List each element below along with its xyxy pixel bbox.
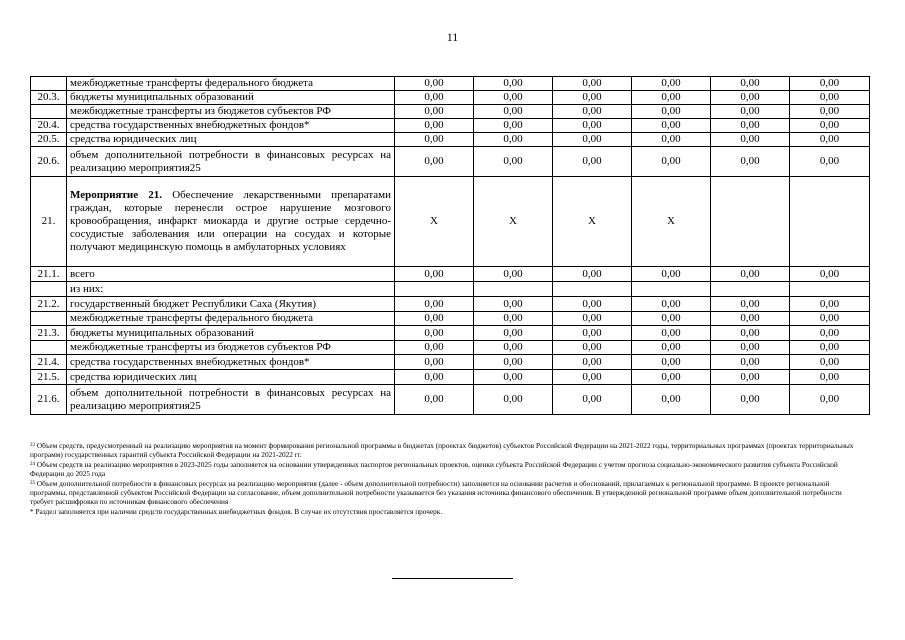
value-cell: 0,00 — [790, 326, 870, 341]
value-cell: 0,00 — [632, 312, 711, 326]
value-cell: 0,00 — [395, 147, 474, 177]
value-cell: 0,00 — [474, 355, 553, 370]
value-cell: 0,00 — [395, 297, 474, 312]
value-cell: 0,00 — [790, 147, 870, 177]
row-number — [31, 341, 67, 355]
row-label: объем дополнительной потребности в финансовых ресурсах на реализацию мероприятия25 — [67, 147, 395, 177]
x-mark-cell: Х — [553, 177, 632, 267]
value-cell: 0,00 — [711, 133, 790, 147]
footnote-mark: * — [30, 506, 34, 516]
value-cell: 0,00 — [474, 91, 553, 105]
value-cell: 0,00 — [790, 312, 870, 326]
value-cell: 0,00 — [790, 105, 870, 119]
value-cell: 0,00 — [553, 355, 632, 370]
value-cell: 0,00 — [395, 77, 474, 91]
row-label: бюджеты муниципальных образований — [67, 326, 395, 341]
value-cell: 0,00 — [711, 297, 790, 312]
table-row — [31, 282, 870, 297]
value-cell: 0,00 — [474, 385, 553, 415]
row-number: 21. — [31, 177, 67, 267]
table-row — [31, 119, 870, 133]
footnote — [30, 507, 860, 516]
value-cell: 0,00 — [711, 385, 790, 415]
row-number: 21.1. — [31, 267, 67, 282]
value-cell: 0,00 — [790, 355, 870, 370]
row-number — [31, 312, 67, 326]
table-row — [31, 312, 870, 326]
value-cell: 0,00 — [790, 133, 870, 147]
footnotes — [30, 441, 860, 516]
value-cell: 0,00 — [553, 119, 632, 133]
value-cell: 0,00 — [474, 147, 553, 177]
footnote-text: Объем средств, предусмотренный на реализацию мероприятия на момент формирования региональной программы в бюджетах (проектах бюджетов) субъектов Российской Федерации на 2021-2022 годы, территориальных программах (проектах территориальных программ) государственных гарантий субъекта Российской Федерации на 2021-2022 гг. — [30, 441, 854, 460]
table-row — [31, 177, 870, 267]
value-cell: 0,00 — [474, 119, 553, 133]
row-label: объем дополнительной потребности в финансовых ресурсах на реализацию мероприятия25 — [67, 385, 395, 415]
empty-cell — [790, 282, 870, 297]
row-number: 21.3. — [31, 326, 67, 341]
value-cell: 0,00 — [395, 267, 474, 282]
value-cell: 0,00 — [553, 312, 632, 326]
x-mark-cell: Х — [632, 177, 711, 267]
table-row — [31, 105, 870, 119]
row-label: средства государственных внебюджетных фондов* — [67, 355, 395, 370]
row-label: средства юридических лиц — [67, 133, 395, 147]
value-cell: 0,00 — [632, 326, 711, 341]
value-cell: 0,00 — [790, 297, 870, 312]
table-row — [31, 267, 870, 282]
value-cell: 0,00 — [790, 341, 870, 355]
footnote-mark: 25 — [30, 480, 35, 486]
footnote-text: Раздел заполняется при наличии средств государственных внебюджетных фондов. В случае их отсутствия проставляется прочерк. — [35, 506, 443, 516]
empty-cell — [474, 282, 553, 297]
footnote-mark: 24 — [30, 461, 35, 467]
value-cell: 0,00 — [790, 119, 870, 133]
table-row — [31, 355, 870, 370]
value-cell: 0,00 — [553, 91, 632, 105]
value-cell: 0,00 — [395, 370, 474, 385]
footnote-text: Объем средств на реализацию мероприятия в 2023-2025 годы заполняется на основании утвержденных паспортов региональных проектов, оценки субъекта Российской Федерации с учетом прогноза социально-экономического развития субъекта Российской Федерации до 2025 года — [30, 459, 838, 479]
value-cell: 0,00 — [474, 297, 553, 312]
table-row — [31, 341, 870, 355]
measure-text: Обеспечение лекарственными препаратами граждан, которые перенесли острое нарушение мозгового кровообращения, инфаркт миокарда и другие острые сердечно-сосудистые заболевания или операции на сосудах и которые получают медицинскую помощь в амбулаторных условиях — [70, 189, 391, 253]
value-cell: 0,00 — [474, 312, 553, 326]
value-cell: 0,00 — [553, 105, 632, 119]
page-number: 11 — [446, 30, 459, 44]
value-cell: 0,00 — [632, 119, 711, 133]
value-cell: 0,00 — [395, 385, 474, 415]
measure-description — [67, 177, 395, 267]
value-cell: 0,00 — [632, 370, 711, 385]
value-cell: 0,00 — [711, 91, 790, 105]
value-cell: 0,00 — [790, 91, 870, 105]
value-cell: 0,00 — [395, 91, 474, 105]
empty-cell — [790, 177, 870, 267]
value-cell: 0,00 — [474, 326, 553, 341]
measure-title: Мероприятие 21. — [70, 189, 163, 201]
value-cell: 0,00 — [711, 77, 790, 91]
footnote — [30, 460, 860, 479]
empty-cell — [395, 282, 474, 297]
value-cell: 0,00 — [632, 91, 711, 105]
row-number: 20.4. — [31, 119, 67, 133]
value-cell: 0,00 — [632, 385, 711, 415]
value-cell: 0,00 — [632, 77, 711, 91]
table-row — [31, 385, 870, 415]
value-cell: 0,00 — [711, 147, 790, 177]
value-cell: 0,00 — [553, 326, 632, 341]
divider — [392, 578, 513, 579]
table-row — [31, 133, 870, 147]
value-cell: 0,00 — [553, 385, 632, 415]
value-cell: 0,00 — [474, 77, 553, 91]
footnote — [30, 479, 860, 507]
row-number — [31, 282, 67, 297]
value-cell: 0,00 — [553, 147, 632, 177]
row-number: 20.5. — [31, 133, 67, 147]
row-number — [31, 77, 67, 91]
value-cell: 0,00 — [553, 267, 632, 282]
value-cell: 0,00 — [553, 297, 632, 312]
value-cell: 0,00 — [395, 312, 474, 326]
value-cell: 0,00 — [632, 133, 711, 147]
x-mark-cell: Х — [395, 177, 474, 267]
value-cell: 0,00 — [790, 370, 870, 385]
value-cell: 0,00 — [790, 267, 870, 282]
row-label: средства государственных внебюджетных фондов* — [67, 119, 395, 133]
value-cell: 0,00 — [395, 341, 474, 355]
value-cell: 0,00 — [632, 341, 711, 355]
table-row — [31, 147, 870, 177]
row-number: 21.5. — [31, 370, 67, 385]
financing-table — [30, 76, 870, 415]
value-cell: 0,00 — [474, 267, 553, 282]
row-label: государственный бюджет Республики Саха (Якутия) — [67, 297, 395, 312]
table-row — [31, 326, 870, 341]
row-number: 21.2. — [31, 297, 67, 312]
value-cell: 0,00 — [474, 133, 553, 147]
value-cell: 0,00 — [711, 326, 790, 341]
table-row — [31, 297, 870, 312]
row-number — [31, 105, 67, 119]
row-number: 21.6. — [31, 385, 67, 415]
row-label: средства юридических лиц — [67, 370, 395, 385]
empty-cell — [711, 177, 790, 267]
value-cell: 0,00 — [395, 119, 474, 133]
value-cell: 0,00 — [632, 267, 711, 282]
value-cell: 0,00 — [395, 326, 474, 341]
value-cell: 0,00 — [395, 105, 474, 119]
row-label: бюджеты муниципальных образований — [67, 91, 395, 105]
value-cell: 0,00 — [711, 312, 790, 326]
value-cell: 0,00 — [790, 77, 870, 91]
value-cell: 0,00 — [632, 355, 711, 370]
table-row — [31, 91, 870, 105]
row-label: всего — [67, 267, 395, 282]
value-cell: 0,00 — [790, 385, 870, 415]
table-row — [31, 77, 870, 91]
row-label: межбюджетные трансферты федерального бюджета — [67, 312, 395, 326]
value-cell: 0,00 — [395, 133, 474, 147]
footnote-mark: 23 — [30, 443, 35, 448]
row-label: из них: — [67, 282, 395, 297]
value-cell: 0,00 — [711, 105, 790, 119]
x-mark-cell: Х — [474, 177, 553, 267]
empty-cell — [553, 282, 632, 297]
value-cell: 0,00 — [553, 133, 632, 147]
row-label: межбюджетные трансферты федерального бюджета — [67, 77, 395, 91]
value-cell: 0,00 — [632, 105, 711, 119]
value-cell: 0,00 — [474, 370, 553, 385]
value-cell: 0,00 — [711, 119, 790, 133]
empty-cell — [711, 282, 790, 297]
row-label: межбюджетные трансферты из бюджетов субъектов РФ — [67, 341, 395, 355]
value-cell: 0,00 — [474, 105, 553, 119]
value-cell: 0,00 — [711, 355, 790, 370]
row-number: 20.3. — [31, 91, 67, 105]
row-number: 21.4. — [31, 355, 67, 370]
value-cell: 0,00 — [395, 355, 474, 370]
footnote-text: Объем дополнительной потребности в финансовых ресурсах на реализацию мероприятия (далее - объем дополнительной потребности) заполняется на основании расчетов и обоснований, прилагаемых к региональной программе. В проекте региональной программы, представленной субъектом Российской Федерации на согласование, объем дополнительной потребности указывается без указания источника финансового обеспечения. В утвержденной региональной программе объем дополнительной потребности требует расшифровки по источникам финансового обеспечения — [30, 478, 842, 507]
value-cell: 0,00 — [711, 341, 790, 355]
value-cell: 0,00 — [711, 267, 790, 282]
value-cell: 0,00 — [553, 341, 632, 355]
value-cell: 0,00 — [632, 147, 711, 177]
footnote — [30, 441, 860, 460]
value-cell: 0,00 — [553, 370, 632, 385]
value-cell: 0,00 — [474, 341, 553, 355]
value-cell: 0,00 — [711, 370, 790, 385]
value-cell: 0,00 — [553, 77, 632, 91]
empty-cell — [632, 282, 711, 297]
row-label: межбюджетные трансферты из бюджетов субъектов РФ — [67, 105, 395, 119]
table-row — [31, 370, 870, 385]
row-number: 20.6. — [31, 147, 67, 177]
value-cell: 0,00 — [632, 297, 711, 312]
